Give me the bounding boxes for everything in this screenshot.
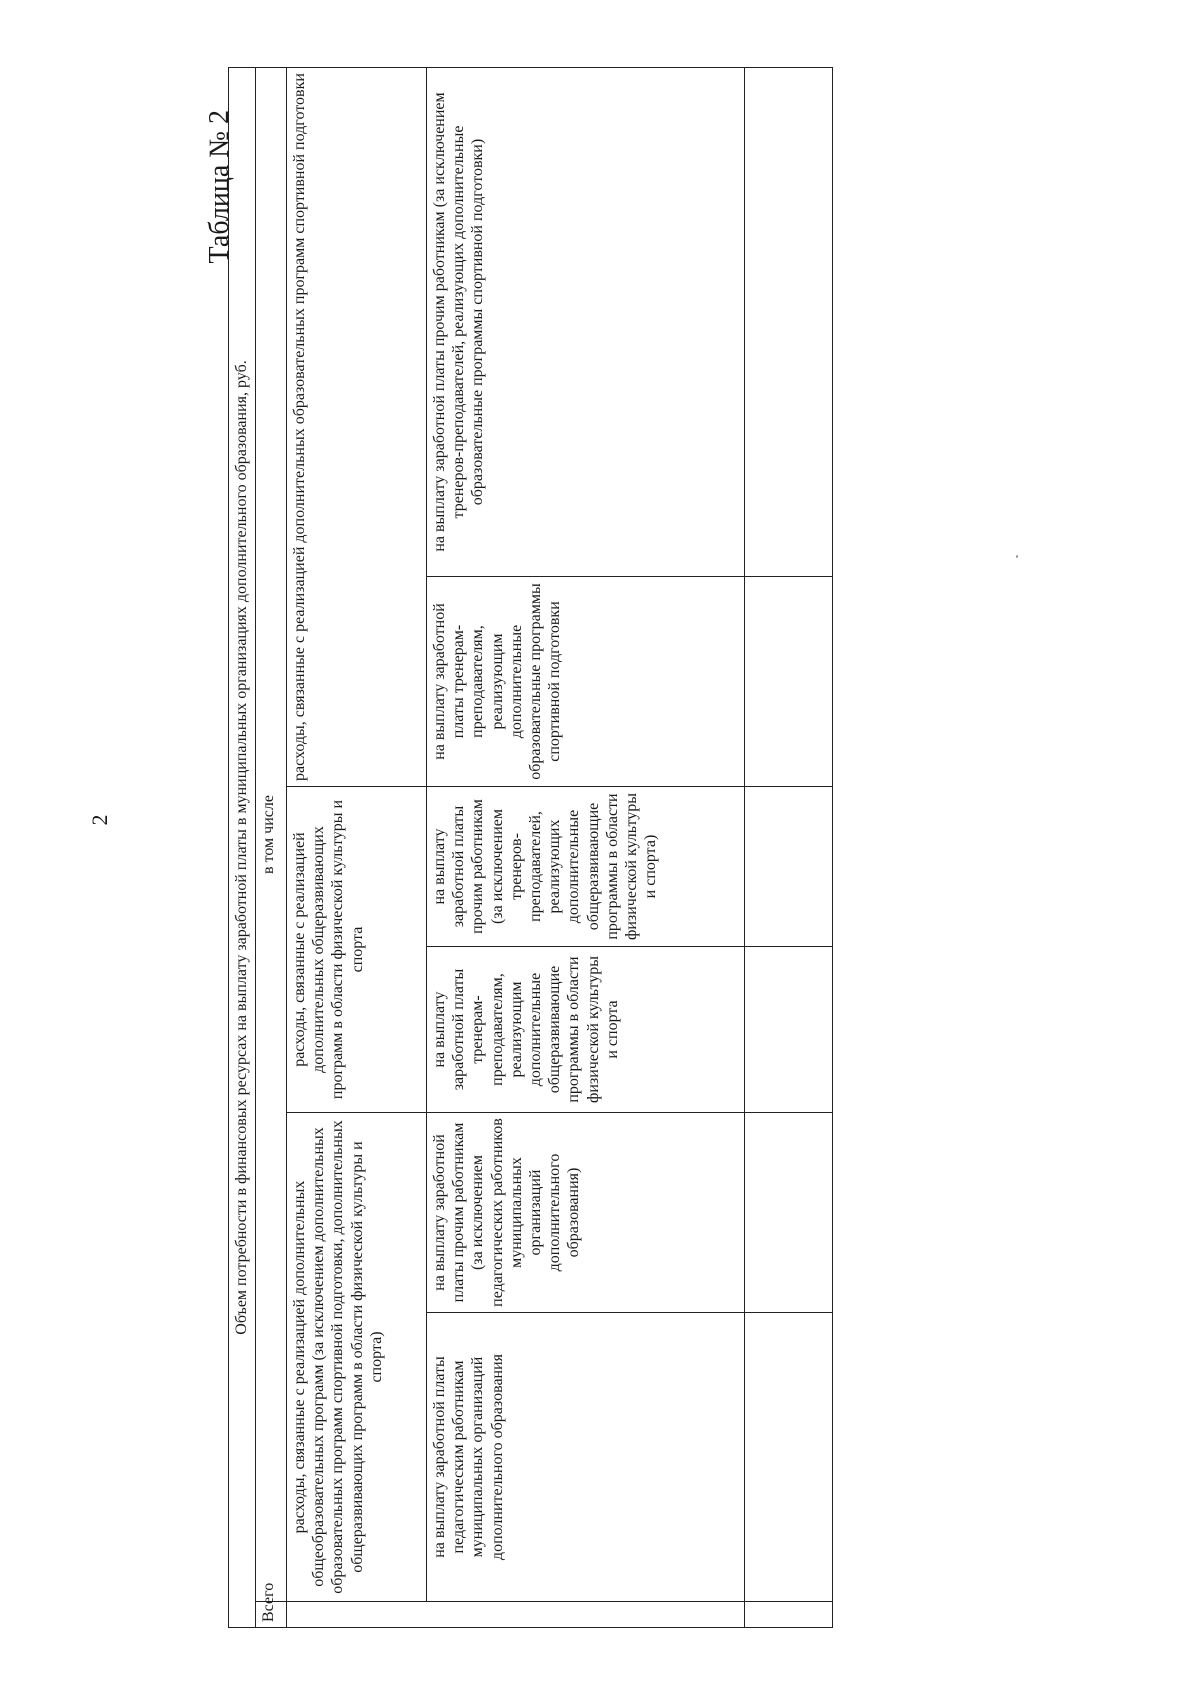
- subcolumn-header: на выплату заработной платы тренерам-преподавателям, реализующим дополнительные общеразвивающие программы в области физической культуры и спорта: [427, 947, 745, 1113]
- data-cell: [745, 1602, 833, 1628]
- scan-speck: [1016, 555, 1018, 558]
- data-cell: [745, 1313, 833, 1602]
- in-that-number-header: в том числе: [256, 67, 287, 1601]
- data-cell: [745, 577, 833, 787]
- page-number: 2: [87, 814, 112, 826]
- data-cell: [745, 947, 833, 1113]
- data-cell: [745, 1113, 833, 1313]
- data-cell: [745, 787, 833, 947]
- table-title: Объем потребности в финансовых ресурсах на выплату заработной платы в муниципальных организациях дополнительного образования, руб.: [229, 67, 256, 1627]
- group-header: расходы, связанные с реализацией дополнительных общеразвивающих программ в области физической культуры и спорта: [287, 787, 427, 1113]
- financial-needs-table: [228, 67, 833, 1628]
- subcolumn-header: на выплату заработной платы прочим работникам (за исключением тренеров-преподавателей, реализующих дополнительные образовательные программы спортивной подготовки): [427, 67, 745, 576]
- subcolumn-header: на выплату заработной платы прочим работникам (за исключением тренеров-преподавателей, реализующих дополнительные общеразвивающие программы в области физической культуры и спорта): [427, 787, 745, 947]
- total-header-spacer: [287, 1602, 745, 1628]
- subcolumn-header: на выплату заработной платы педагогическим работникам муниципальных организаций дополнительного образования: [427, 1313, 745, 1602]
- group-header: расходы, связанные с реализацией дополнительных общеобразовательных программ (за исключением дополнительных образовательных программ спортивной подготовки, дополнительных общеразвивающих программ в области физической культуры и спорта): [287, 1113, 427, 1602]
- data-cell: [745, 67, 833, 576]
- total-header: Всего: [256, 1602, 287, 1628]
- group-header: расходы, связанные с реализацией дополнительных образовательных программ спортивной подготовки: [287, 67, 427, 786]
- rotated-table-wrapper: [228, 68, 832, 1628]
- table-caption: Таблица № 2: [204, 110, 235, 264]
- subcolumn-header: на выплату заработной платы прочим работникам (за исключением педагогических работников муниципальных организаций дополнительного образования): [427, 1113, 745, 1313]
- subcolumn-header: на выплату заработной платы тренерам-преподавателям, реализующим дополнительные образовательные программы спортивной подготовки: [427, 577, 745, 787]
